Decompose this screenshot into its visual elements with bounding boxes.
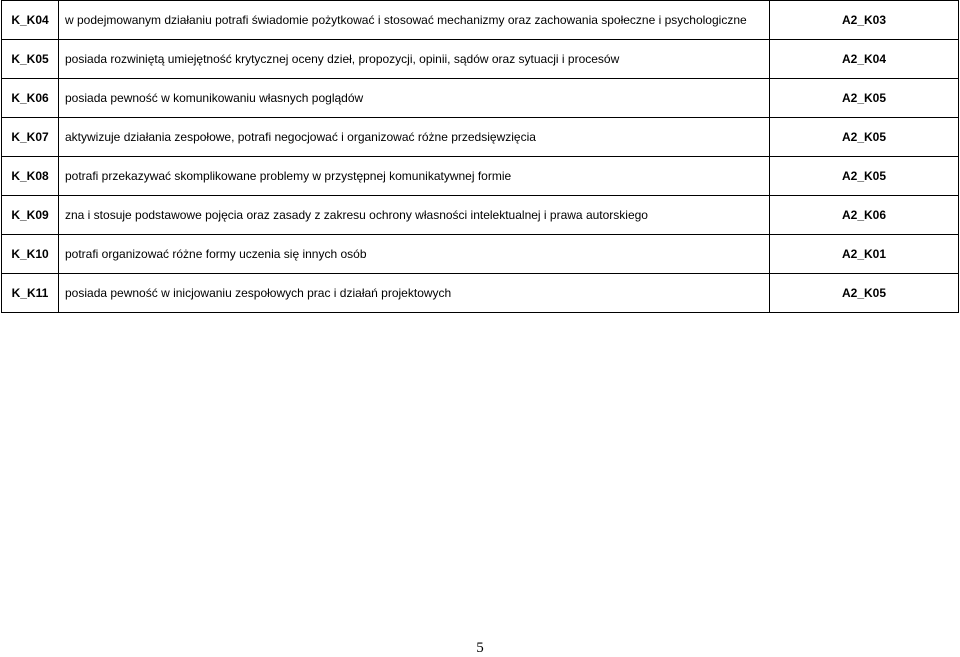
- outcome-description: aktywizuje działania zespołowe, potrafi negocjować i organizować różne przedsięwzięcia: [59, 118, 770, 157]
- outcome-code: K_K09: [2, 196, 59, 235]
- outcome-reference: A2_K05: [770, 118, 959, 157]
- outcome-code: K_K04: [2, 1, 59, 40]
- outcome-reference: A2_K05: [770, 157, 959, 196]
- page-number: 5: [476, 640, 484, 656]
- outcome-reference: A2_K05: [770, 79, 959, 118]
- outcome-description: posiada pewność w inicjowaniu zespołowych prac i działań projektowych: [59, 274, 770, 313]
- table-row: [2, 118, 959, 157]
- outcome-code: K_K08: [2, 157, 59, 196]
- outcome-reference: A2_K04: [770, 40, 959, 79]
- learning-outcomes-table: [1, 0, 959, 313]
- table-row: [2, 274, 959, 313]
- outcome-code: K_K06: [2, 79, 59, 118]
- outcome-description: posiada rozwiniętą umiejętność krytycznej oceny dzieł, propozycji, opinii, sądów oraz sytuacji i procesów: [59, 40, 770, 79]
- outcome-description: w podejmowanym działaniu potrafi świadomie pożytkować i stosować mechanizmy oraz zachowania społeczne i psychologiczne: [59, 1, 770, 40]
- outcome-reference: A2_K06: [770, 196, 959, 235]
- outcome-description: potrafi przekazywać skomplikowane problemy w przystępnej komunikatywnej formie: [59, 157, 770, 196]
- outcome-reference: A2_K01: [770, 235, 959, 274]
- table-row: [2, 235, 959, 274]
- table-row: [2, 196, 959, 235]
- outcome-code: K_K05: [2, 40, 59, 79]
- table-row: [2, 157, 959, 196]
- table-row: [2, 1, 959, 40]
- outcome-reference: A2_K05: [770, 274, 959, 313]
- outcome-code: K_K10: [2, 235, 59, 274]
- table-row: [2, 79, 959, 118]
- outcome-code: K_K07: [2, 118, 59, 157]
- outcome-description: posiada pewność w komunikowaniu własnych poglądów: [59, 79, 770, 118]
- outcome-reference: A2_K03: [770, 1, 959, 40]
- outcome-code: K_K11: [2, 274, 59, 313]
- table-row: [2, 40, 959, 79]
- outcome-description: potrafi organizować różne formy uczenia się innych osób: [59, 235, 770, 274]
- outcome-description: zna i stosuje podstawowe pojęcia oraz zasady z zakresu ochrony własności intelektualnej i prawa autorskiego: [59, 196, 770, 235]
